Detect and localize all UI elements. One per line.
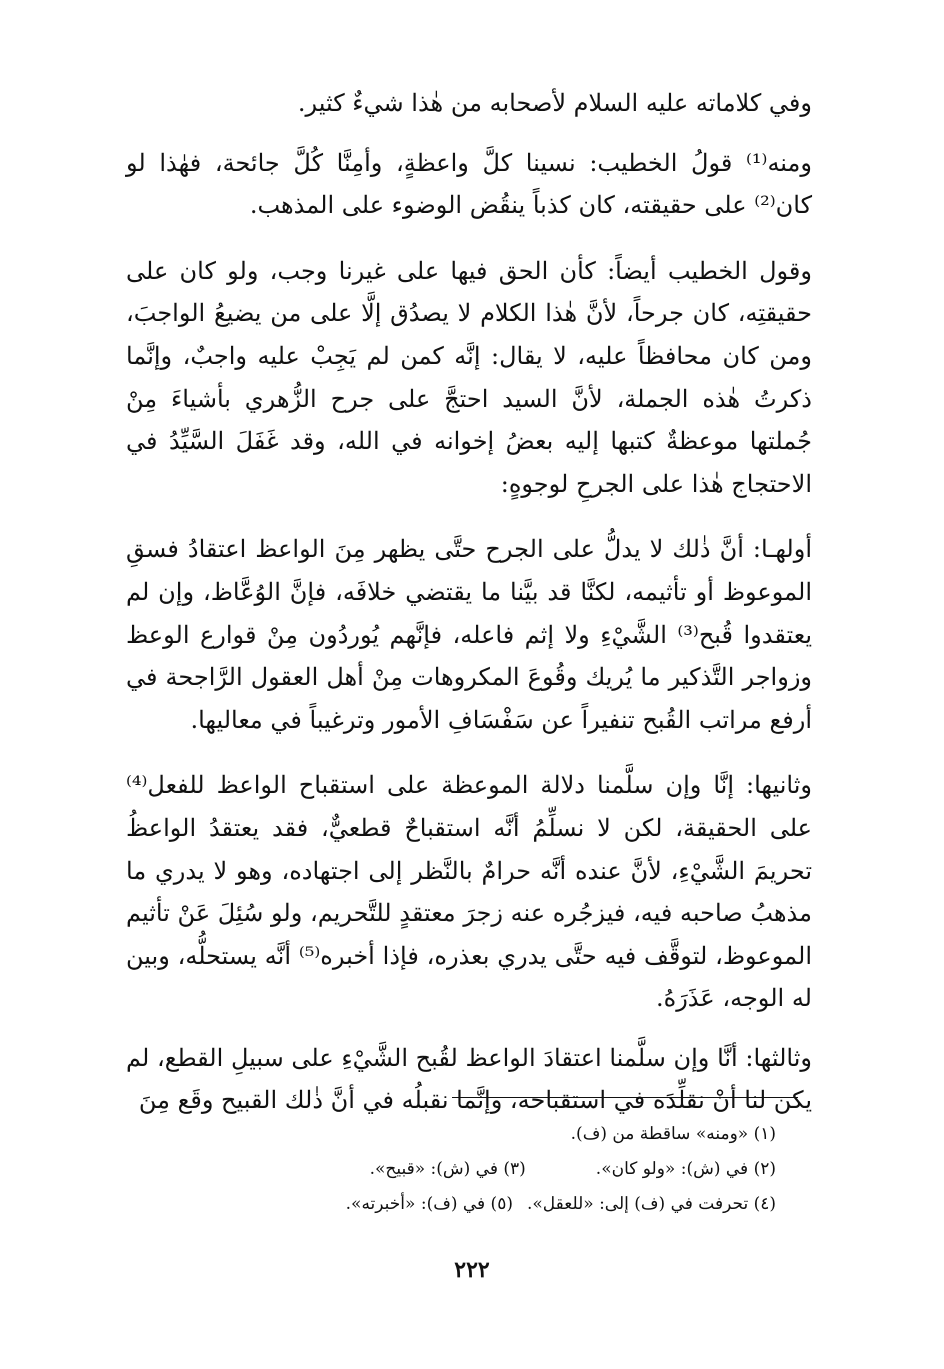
paragraph-5: وثانيها: إنَّا وإن سلَّمنا دلالة الموعظة على استقباح الواعظ للفعل⁽⁴⁾ على الحقيقة، لكن لا نسلِّمُ أنَّه استقباحٌ قطعيٌّ، فقد يعتقدُ الواعظُ تحريمَ الشَّيْءِ، لأنَّ عنده أنَّه حرامٌ بالنَّظر إلى اجتهاده، وهو لا يدري ما مذهبُ صاحبه فيه، فيزجُره عنه زجرَ معتقدٍ للتَّحريم، ولو سُئِلَ عَنْ تأثيم الموعوظ، لتوقَّف فيه حتَّى يدري بعذره، فإذا أخبره⁽⁵⁾ أنَّه يستحلُّه، وبين له الوجه، عَذَرَهُ.: [126, 771, 812, 1013]
footnotes: [126, 1117, 776, 1222]
footnote-4: (٤) تحرفت في (ف) إلى: «للعقل».: [526, 1194, 776, 1214]
paragraph-2: ومنه⁽¹⁾ قولُ الخطيب: نسينا كلَّ واعظةٍ، وأمِنَّا كُلَّ جائحة، فهٰذا لو كان⁽²⁾ على حقيقته، كان كذباً ينقُض الوضوء على المذهب.: [126, 148, 812, 220]
footnote-1: (١) «ومنه» ساقطة من (ف).: [570, 1124, 776, 1144]
paragraph-4: أولهـا: أنَّ ذٰلك لا يدلُّ على الجرح حتَّى يظهر مِنَ الواعظ اعتقادُ فسقِ الموعوظ أو تأثيمه، لكنَّا قد بيَّنا ما يقتضي خلافَه، فإنَّ الوُعَّاظ، وإن لم يعتقدوا قُبح⁽³⁾ الشَّيْءِ ولا إثم فاعله، فإنَّهم يُوردُون مِنْ قوارع الوعظ وزواجر التَّذكير ما يُريك وقُوعَ المكروهات مِنْ أهل العقول الرَّاجحة في أرفع مراتب القُبح تنفيراً عن سَفْسَافِ الأمور وترغيباً في معاليها.: [126, 535, 812, 734]
footnote-row-2: [126, 1152, 776, 1187]
footnote-divider: [452, 1097, 798, 1098]
footnote-row-1: [126, 1117, 776, 1152]
footnote-2: (٢) في (ش): «ولو كان».: [595, 1159, 776, 1179]
footnote-5: (٥) في (ف): «أخبرته».: [345, 1194, 513, 1214]
page-number: ٢٢٢: [454, 1257, 490, 1283]
paragraph-6: وثالثها: أنَّا وإن سلَّمنا اعتقادَ الواعظ لقُبح الشَّيْءِ على سبيلِ القطع، لم يكن لنا أنْ نقلِّدَه في استقباحه، وإنَّما نقبلُه في أنَّ ذٰلك القبيح وقَع مِنَ: [126, 1043, 812, 1115]
footnote-row-3: [126, 1187, 776, 1222]
paragraph-3: وقول الخطيب أيضاً: كأن الحق فيها على غيرنا وجب، ولو كان على حقيقتِه، كان جرحاً، لأنَّ هٰذا الكلام لا يصدُق إلَّا على من يضيعُ الواجبَ، ومن كان محافظاً عليه، لا يقال: إنَّه كمن لم يَجِبْ عليه واجبٌ، وإنَّما ذكرتُ هٰذه الجملة، لأنَّ السيد احتجَّ على جرح الزُّهري بأشياءَ مِنْ جُملتها موعظةٌ كتبها إليه بعضُ إخوانه في الله، وقد غَفَلَ السَّيِّدُ في الاحتجاج هٰذا على الجرحِ لوجوهٍ:: [126, 256, 812, 498]
paragraph-1: وفي كلاماته عليه السلام لأصحابه من هٰذا شيءٌ كثير.: [297, 89, 812, 117]
footnote-3: (٣) في (ش): «قبيح».: [369, 1159, 526, 1179]
page-body: [126, 82, 812, 1122]
